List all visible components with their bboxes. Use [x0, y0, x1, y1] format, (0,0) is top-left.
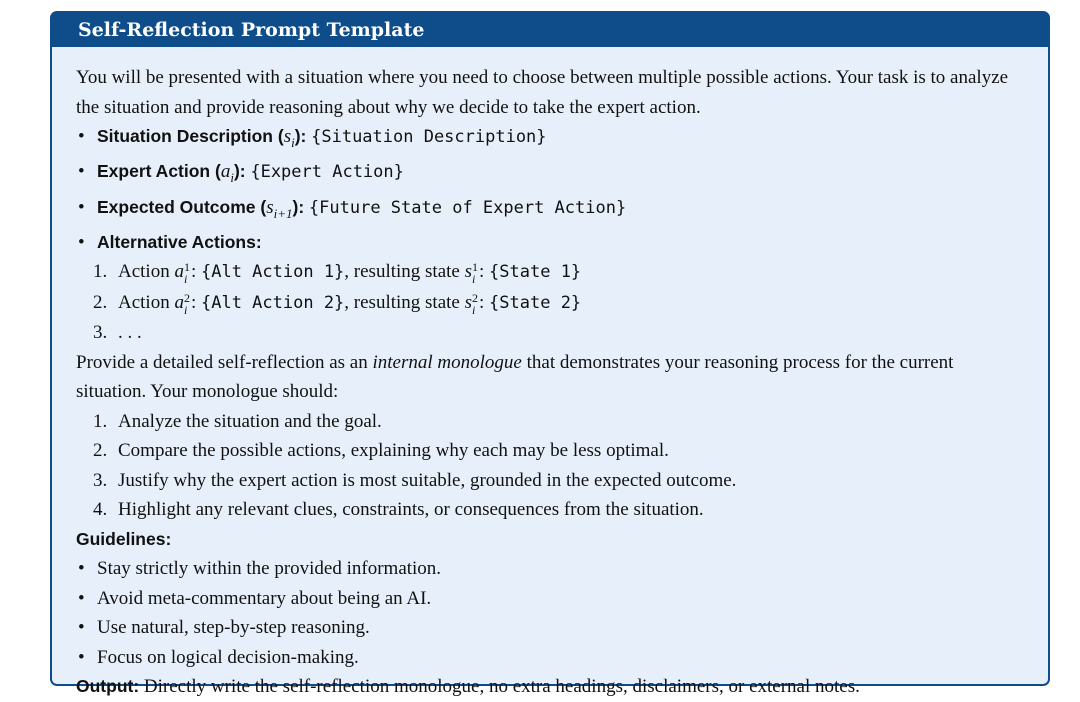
field-situation: • Situation Description $(s_i)$: {Situation Description} — [76, 122, 1024, 157]
field-value: {Expert Action} — [250, 162, 404, 183]
step-item: 1. Analyze the situation and the goal. — [93, 410, 382, 432]
monologue-steps — [76, 407, 1024, 525]
alternative-item: 3. . . . — [93, 322, 142, 344]
box-content — [52, 47, 1048, 702]
intro-paragraph: You will be presented with a situation where you need to choose between multiple possible actions. Your task is to analyze the situation and provide reasoning about why we decide to take the expert action. — [76, 67, 1009, 118]
guidelines-heading: Guidelines: — [76, 528, 172, 549]
guideline-item: • Stay strictly within the provided information. — [76, 554, 1024, 584]
step-item: 2. Compare the possible actions, explaining why each may be less optimal. — [93, 440, 669, 462]
step-item: 3. Justify why the expert action is most suitable, grounded in the expected outcome. — [93, 469, 737, 491]
field-value: {Situation Description} — [311, 127, 547, 147]
guideline-item: • Avoid meta-commentary about being an AI. — [76, 584, 1024, 614]
field-expert-action: • Expert Action $(a_i)$: {Expert Action} — [76, 157, 1024, 192]
field-list — [76, 122, 1024, 257]
field-value: {Future State of Expert Action} — [308, 197, 627, 218]
instruction-paragraph: Provide a detailed self-reflection as an internal monologue that demonstrates your reasoning process for the current situation. Your monologue should: — [76, 351, 954, 403]
alternatives-list — [76, 257, 1024, 348]
output-line: Output: Directly write the self-reflection monologue, no extra headings, disclaimers, or external notes. — [76, 676, 860, 698]
guidelines-list — [76, 554, 1024, 672]
box-title: Self-Reflection Prompt Template — [52, 13, 1048, 47]
field-expected-outcome: • Expected Outcome $(s_{i+1})$: {Future State of Expert Action} — [76, 193, 1024, 228]
prompt-template-box — [50, 11, 1050, 698]
field-alternative-actions: • Alternative Actions: — [76, 228, 1024, 258]
guideline-item: • Use natural, step-by-step reasoning. — [76, 613, 1024, 643]
step-item: 4. Highlight any relevant clues, constraints, or consequences from the situation. — [93, 499, 704, 521]
guideline-item: • Focus on logical decision-making. — [76, 643, 1024, 673]
alternative-item: 2. Action a 2 i : {Alt Action 2}, resulting state s 2 i : {State 2} — [93, 290, 582, 317]
alternative-item: 1. Action a 1 i : {Alt Action 1}, resulting state s 1 i : {State 1} — [93, 260, 582, 287]
